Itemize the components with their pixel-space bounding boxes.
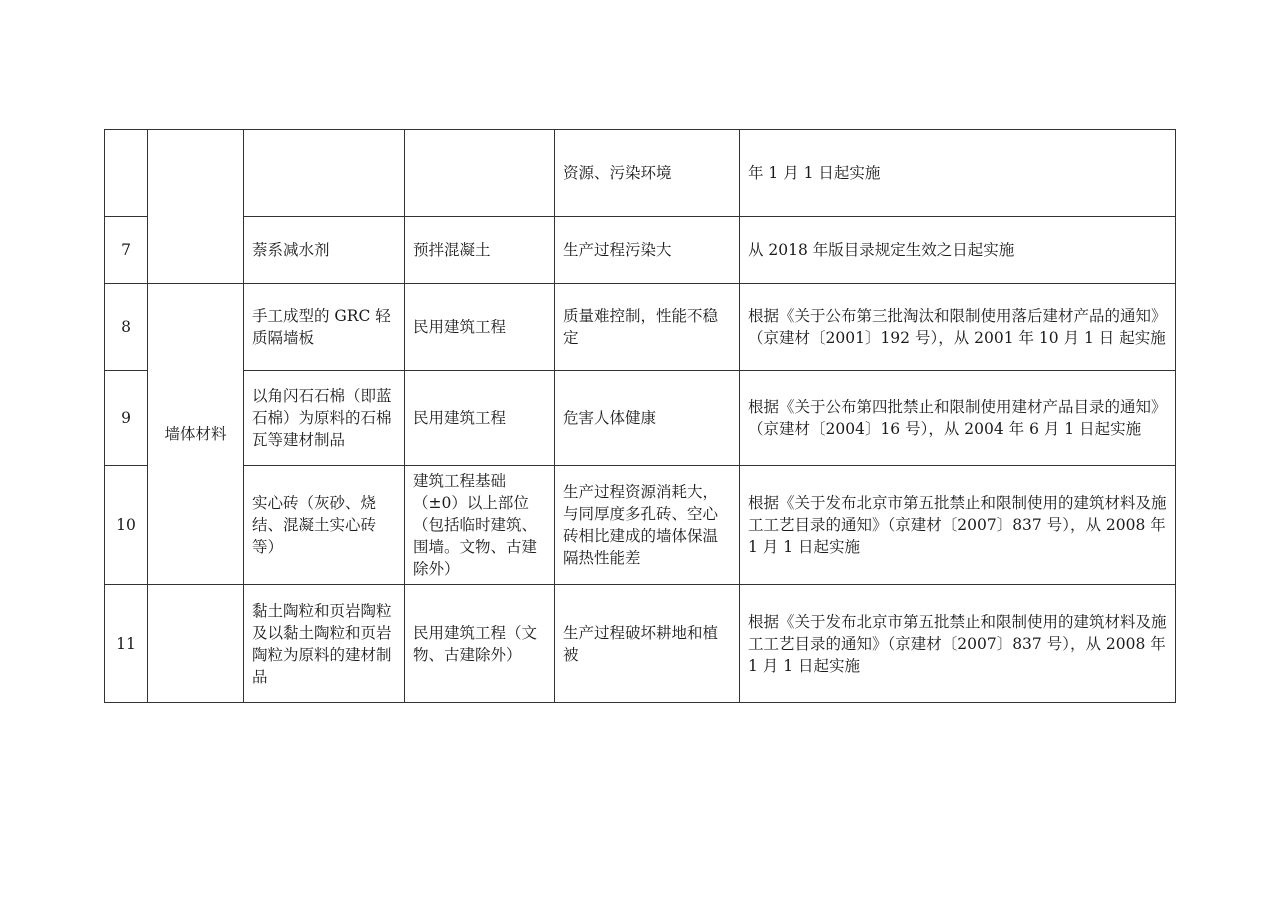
product-cell: 以角闪石石棉（即蓝石棉）为原料的石棉瓦等建材制品 [244, 371, 405, 466]
product-cell: 萘系减水剂 [244, 217, 405, 284]
basis-cell: 年 1 月 1 日起实施 [740, 130, 1176, 217]
scope-cell: 民用建筑工程 [405, 371, 555, 466]
category-cell-wall-materials: 墙体材料 [148, 284, 244, 585]
product-cell [244, 130, 405, 217]
row-number: 11 [105, 585, 148, 703]
category-cell [148, 130, 244, 284]
reason-cell: 生产过程污染大 [555, 217, 740, 284]
product-cell: 实心砖（灰砂、烧结、混凝土实心砖等） [244, 466, 405, 585]
basis-cell: 根据《关于发布北京市第五批禁止和限制使用的建筑材料及施工工艺目录的通知》（京建材〔2007〕837 号），从 2008 年 1 月 1 日起实施 [740, 466, 1176, 585]
reason-cell: 资源、污染环境 [555, 130, 740, 217]
basis-cell: 从 2018 年版目录规定生效之日起实施 [740, 217, 1176, 284]
product-cell: 手工成型的 GRC 轻质隔墙板 [244, 284, 405, 371]
table-row [105, 130, 1176, 217]
category-cell-empty [148, 585, 244, 703]
scope-cell: 民用建筑工程 [405, 284, 555, 371]
reason-cell: 生产过程资源消耗大，与同厚度多孔砖、空心砖相比建成的墙体保温隔热性能差 [555, 466, 740, 585]
reason-cell: 质量难控制，性能不稳定 [555, 284, 740, 371]
scope-cell: 预拌混凝土 [405, 217, 555, 284]
basis-cell: 根据《关于发布北京市第五批禁止和限制使用的建筑材料及施工工艺目录的通知》（京建材〔2007〕837 号），从 2008 年 1 月 1 日起实施 [740, 585, 1176, 703]
table-row [105, 217, 1176, 284]
table-row [105, 284, 1176, 371]
basis-cell: 根据《关于公布第四批禁止和限制使用建材产品目录的通知》（京建材〔2004〕16 号），从 2004 年 6 月 1 日起实施 [740, 371, 1176, 466]
basis-cell: 根据《关于公布第三批淘汰和限制使用落后建材产品的通知》（京建材〔2001〕192 号），从 2001 年 10 月 1 日 起实施 [740, 284, 1176, 371]
row-number: 7 [105, 217, 148, 284]
table-row [105, 466, 1176, 585]
table-row [105, 371, 1176, 466]
row-number: 10 [105, 466, 148, 585]
restricted-materials-table [104, 129, 1176, 703]
scope-cell [405, 130, 555, 217]
row-number: 9 [105, 371, 148, 466]
row-number: 8 [105, 284, 148, 371]
product-cell: 黏土陶粒和页岩陶粒及以黏土陶粒和页岩陶粒为原料的建材制品 [244, 585, 405, 703]
scope-cell: 建筑工程基础（±0）以上部位（包括临时建筑、围墙。文物、古建除外） [405, 466, 555, 585]
table-row [105, 585, 1176, 703]
row-number [105, 130, 148, 217]
reason-cell: 生产过程破坏耕地和植被 [555, 585, 740, 703]
scope-cell: 民用建筑工程（文物、古建除外） [405, 585, 555, 703]
reason-cell: 危害人体健康 [555, 371, 740, 466]
